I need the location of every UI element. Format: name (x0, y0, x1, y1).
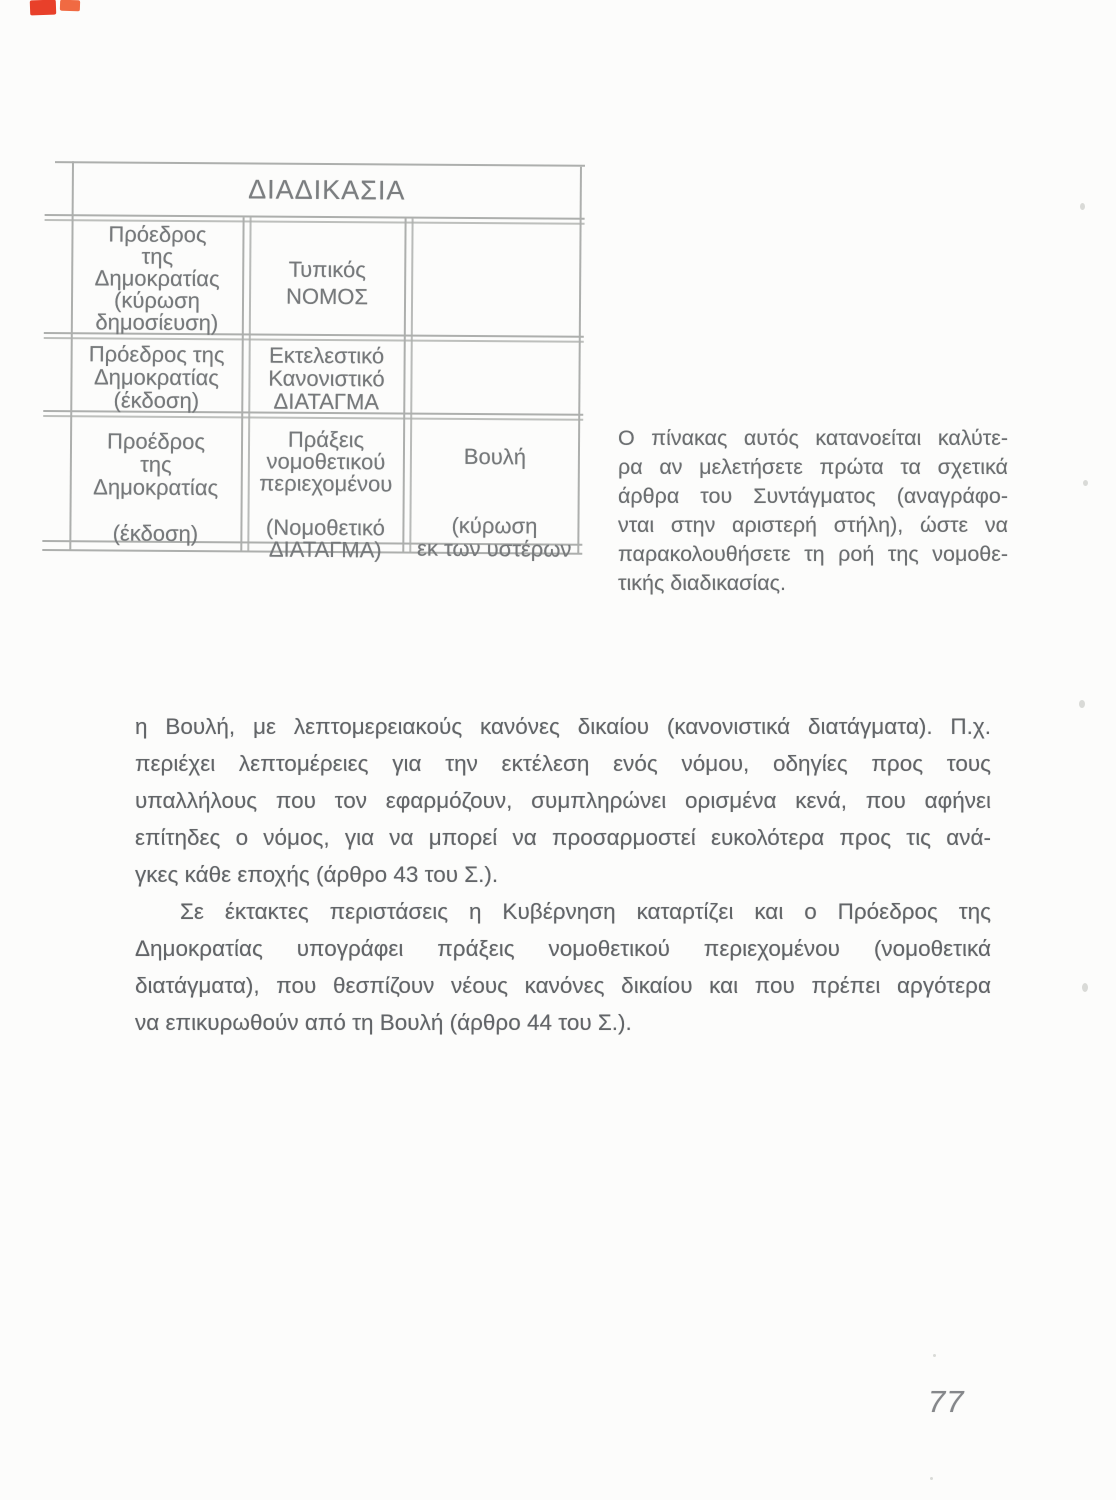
table-title: ΔΙΑΔΙΚΑΣΙΑ (248, 174, 406, 206)
scan-speck (930, 1477, 933, 1480)
table-cell-r2c2: Εκτελεστικό Κανονιστικό ΔΙΑΤΑΓΜΑ (268, 342, 385, 415)
body-line: περιέχει λεπτομέρειες για την εκτέλεση ενός νόμου, οδηγίες προς τους (135, 751, 991, 776)
scan-speck (1083, 480, 1088, 486)
table-col1-separator (240, 217, 244, 551)
note-line: Ο πίνακας αυτός κατανοείται καλύτε- (618, 426, 1008, 450)
body-line: Δημοκρατίας υπογράφει πράξεις νομοθετικού περιεχομένου (νομοθετικά (135, 936, 991, 961)
body-line: Σε έκτακτες περιστάσεις η Κυβέρνηση καταρτίζει και ο Πρόεδρος της (180, 899, 991, 924)
scan-red-mark-1 (30, 0, 57, 15)
table-col2-separator (402, 219, 406, 553)
note-line: ρα αν μελετήσετε πρώτα τα σχετικά (618, 455, 1008, 479)
note-line: παρακολουθήσετε τη ροή της νομοθε- (618, 542, 1008, 566)
body-line: η Βουλή, με λεπτομερειακούς κανόνες δικαίου (κανονιστικά διατάγματα). Π.χ. (135, 714, 991, 739)
table-cell-r2c3 (414, 345, 577, 346)
page-number: 77 (928, 1384, 965, 1419)
scan-speck (1079, 700, 1085, 708)
body-text (135, 708, 991, 1041)
body-line: διατάγματα), που θεσπίζουν νέους κανόνες δικαίου και που πρέπει αργότερα (135, 973, 991, 998)
table-note-paragraph (618, 424, 1008, 598)
note-line: άρθρα του Συντάγματος (αναγράφο- (618, 484, 1008, 508)
note-line: τικής διαδικασίας. (618, 571, 786, 595)
table-cell-r3c1: Προέδρος της Δημοκρατίας (έκδοση) (93, 428, 219, 547)
body-line: υπαλλήλους που τον εφαρμόζουν, συμπληρώνει ορισμένα κενά, που αφήνει (135, 788, 991, 813)
table-cell-r3c2: Πράξεις νομοθετικού περιεχομένου (Νομοθετικό ΔΙΑΤΑΓΜΑ) (259, 426, 393, 563)
body-line: επίτηδες ο νόμος, για να μπορεί να προσαρμοστεί ευκολότερα προς τις ανά- (135, 825, 991, 850)
scan-speck (933, 1354, 936, 1357)
table-border-top (55, 161, 585, 167)
note-line: νται στην αριστερή στήλη), ώστε να (618, 513, 1008, 537)
body-line: γκες κάθε εποχής (άρθρο 43 του Σ.). (135, 862, 499, 887)
scan-red-mark-2 (60, 0, 80, 11)
table-cell-r1c1: Πρόεδρος της Δημοκρατίας (κύρωση δημοσίευση) (94, 221, 220, 336)
table-cell-r2c1: Πρόεδρος της Δημοκρατίας (έκδοση) (88, 341, 225, 414)
scan-speck (1080, 203, 1085, 210)
body-line: να επικυρωθούν από τη Βουλή (άρθρο 44 του Σ.). (135, 1010, 632, 1035)
table-cell-r1c3 (414, 257, 577, 258)
table-row2-separator-2 (43, 415, 583, 421)
scan-speck (1082, 983, 1088, 992)
procedure-table (42, 161, 585, 561)
table-cell-r3c3: Βουλή (κύρωση εκ των υστέρων (417, 443, 572, 562)
table-cell-r1c2: Τυπικός ΝΟΜΟΣ (285, 256, 369, 310)
